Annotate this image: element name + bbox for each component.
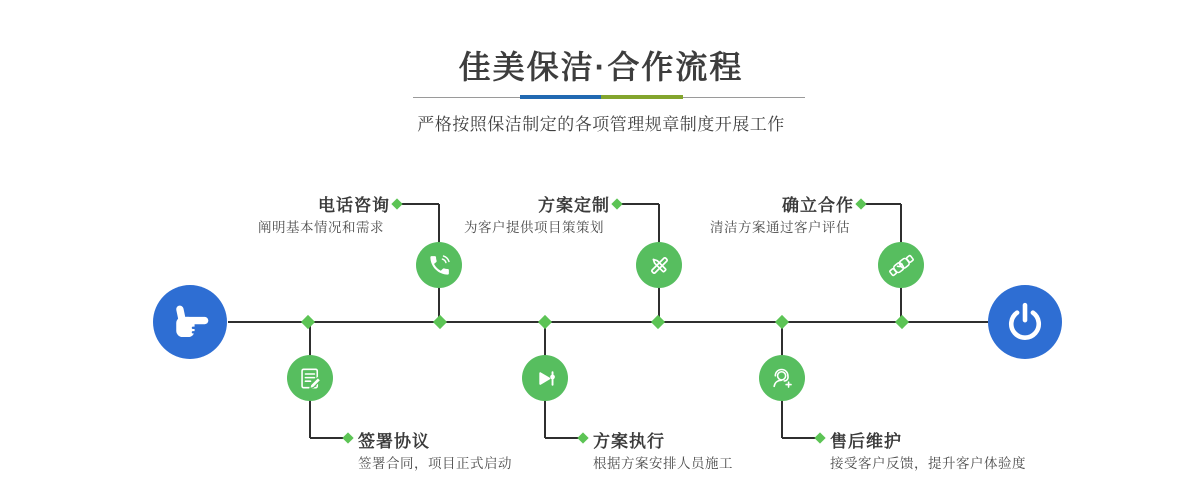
- label-diamond: [855, 198, 866, 209]
- page-title: 佳美保洁·合作流程: [458, 49, 744, 85]
- step-title: 电话咨询: [318, 196, 390, 215]
- timeline-node-diamond: [538, 315, 552, 329]
- timeline-start-node: [153, 285, 227, 359]
- label-diamond: [391, 198, 402, 209]
- play-execute-icon: [532, 365, 559, 392]
- step-desc: 签署合同，项目正式启动: [358, 456, 512, 471]
- connector-top-1-h: [397, 203, 439, 205]
- timeline-node-diamond: [895, 315, 909, 329]
- divider-accent-green: [601, 95, 683, 99]
- connector-top-2-h: [617, 203, 659, 205]
- step-title: 售后维护: [830, 432, 902, 451]
- page-subtitle: 严格按照保洁制定的各项管理规章制度开展工作: [417, 115, 785, 134]
- step-title: 方案定制: [538, 196, 610, 215]
- step-title: 签署协议: [358, 432, 430, 451]
- step-desc: 接受客户反馈，提升客户体验度: [830, 456, 1026, 471]
- step-node-handshake: [878, 242, 924, 288]
- hand-pointer-icon: [168, 300, 212, 344]
- handshake-icon: [887, 251, 916, 280]
- phone-icon: [426, 252, 453, 279]
- divider-accent-blue: [520, 95, 601, 99]
- step-node-service: [759, 355, 805, 401]
- step-desc: 根据方案安排人员施工: [593, 456, 733, 471]
- contract-sign-icon: [297, 365, 324, 392]
- step-desc: 为客户提供项目策策划: [464, 220, 604, 235]
- step-desc: 清洁方案通过客户评估: [710, 220, 850, 235]
- timeline-node-diamond: [651, 315, 665, 329]
- timeline-node-diamond: [775, 315, 789, 329]
- timeline-node-diamond: [301, 315, 315, 329]
- customer-service-icon: [769, 365, 796, 392]
- timeline-node-diamond: [433, 315, 447, 329]
- step-node-phone: [416, 242, 462, 288]
- label-diamond: [577, 432, 588, 443]
- label-diamond: [342, 432, 353, 443]
- power-icon: [1003, 300, 1047, 344]
- timeline-axis: [228, 321, 988, 323]
- label-diamond: [611, 198, 622, 209]
- step-title: 确立合作: [782, 196, 854, 215]
- step-node-contract: [287, 355, 333, 401]
- label-diamond: [814, 432, 825, 443]
- timeline-end-node: [988, 285, 1062, 359]
- step-node-execute: [522, 355, 568, 401]
- design-tools-icon: [646, 252, 673, 279]
- step-title: 方案执行: [593, 432, 665, 451]
- step-desc: 阐明基本情况和需求: [258, 220, 384, 235]
- step-node-design: [636, 242, 682, 288]
